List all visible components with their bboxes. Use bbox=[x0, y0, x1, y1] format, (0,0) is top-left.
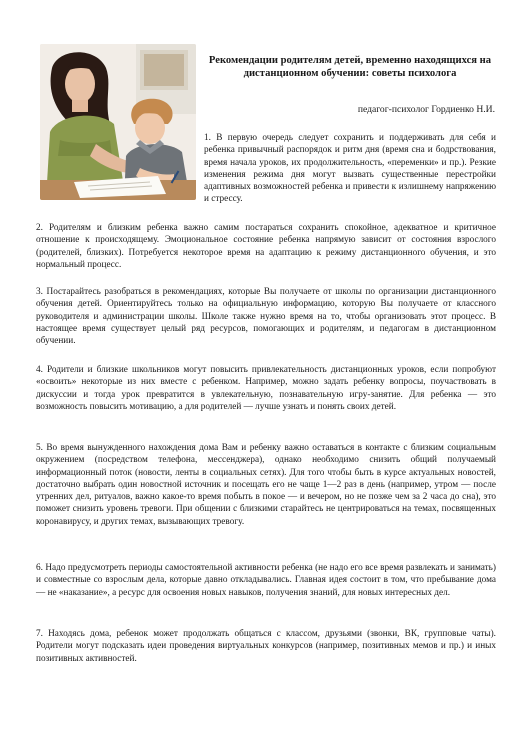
paragraph-7: 7. Находясь дома, ребенок может продолжать общаться с классом, друзьями (звонки, ВК, групповые чаты). Родители могут подсказать идеи проведения виртуальных конкурсов (например, позитивных мемов и пр.) и иных позитивных активностей. bbox=[36, 629, 496, 664]
photo-illustration bbox=[40, 44, 196, 200]
paragraph-6: 6. Надо предусмотреть периоды самостоятельной активности ребенка (не надо его все время развлекать и занимать) и совместные со взрослым дела, которые давно откладывались. Главная идея состоит в том, что пребывание дома — не «наказание», а ресурс для освоения новых навыков, получения знаний, для новых интересных дел. bbox=[36, 563, 496, 598]
paragraph-4: 4. Родители и близкие школьников могут повысить привлекательность дистанционных уроков, если попробуют «освоить» некоторые из них вместе с ребенком. Например, можно задать ребенку вопросы, поучаствовать в дискуссии и тогда урок превратится в увлекательную, познавательную игру-занятие. Для ребенка — это возможность повысить мотивацию, а для родителей — лучше узнать и понять своих детей. bbox=[36, 365, 496, 412]
author-line: педагог-психолог Гордиенко Н.И. bbox=[357, 104, 495, 115]
paragraph-3: 3. Постарайтесь разобраться в рекомендациях, которые Вы получаете от школы по организации дистанционного обучения детей. Ориентируйтесь только на официальную информацию, которую Вы получаете от классного руководителя и администрации школы. Школе также нужно время на то, чтобы организовать этот процесс. В настоящее время существует целый ряд ресурсов, помогающих и родителям, и педагогам в дистанционном обучении. bbox=[36, 287, 496, 346]
paragraph-2: 2. Родителям и близким ребенка важно самим постараться сохранить спокойное, адекватное и критичное отношение к происходящему. Эмоциональное состояние ребенка напрямую зависит от состояния взрослого (родителей, близких). Потребуется некоторое время на адаптацию к режиму дистанционного обучения, и это нормальный процесс. bbox=[36, 223, 496, 270]
mother-child-homework-photo bbox=[40, 44, 196, 200]
paragraph-1: 1. В первую очередь следует сохранить и поддерживать для себя и ребенка привычный распорядок и ритм дня (время сна и бодрствования, время начала уроков, их продолжительность, «переменки» и пр.). Резкие изменения режима дня могут вызвать существенные перестройки адаптивных возможностей ребенка и привести к излишнему напряжению и стрессу. bbox=[204, 133, 496, 205]
document-title: Рекомендации родителям детей, временно находящихся на дистанционном обучении: советы психолога bbox=[208, 55, 492, 80]
paragraph-5: 5. Во время вынужденного нахождения дома Вам и ребенку важно оставаться в контакте с близким социальным окружением (посредством телефона, мессенджера), однако необходимо снизить общий получаемый информационный поток (новости, ленты в социальных сетях). Для того чтобы быть в курсе актуальных новостей, достаточно выбрать один новостной источник и посещать его не чаще 1—2 раз в день (например, утром — после утренних дел, ритуалов, важно какое-то время побыть в покое — и вечером, но не позже чем за 2 часа до сна), это поможет снизить уровень тревоги. При общении с близкими старайтесь не центрироваться на темах, посвященных коронавирусу, и других темах, вызывающих тревогу. bbox=[36, 443, 496, 527]
